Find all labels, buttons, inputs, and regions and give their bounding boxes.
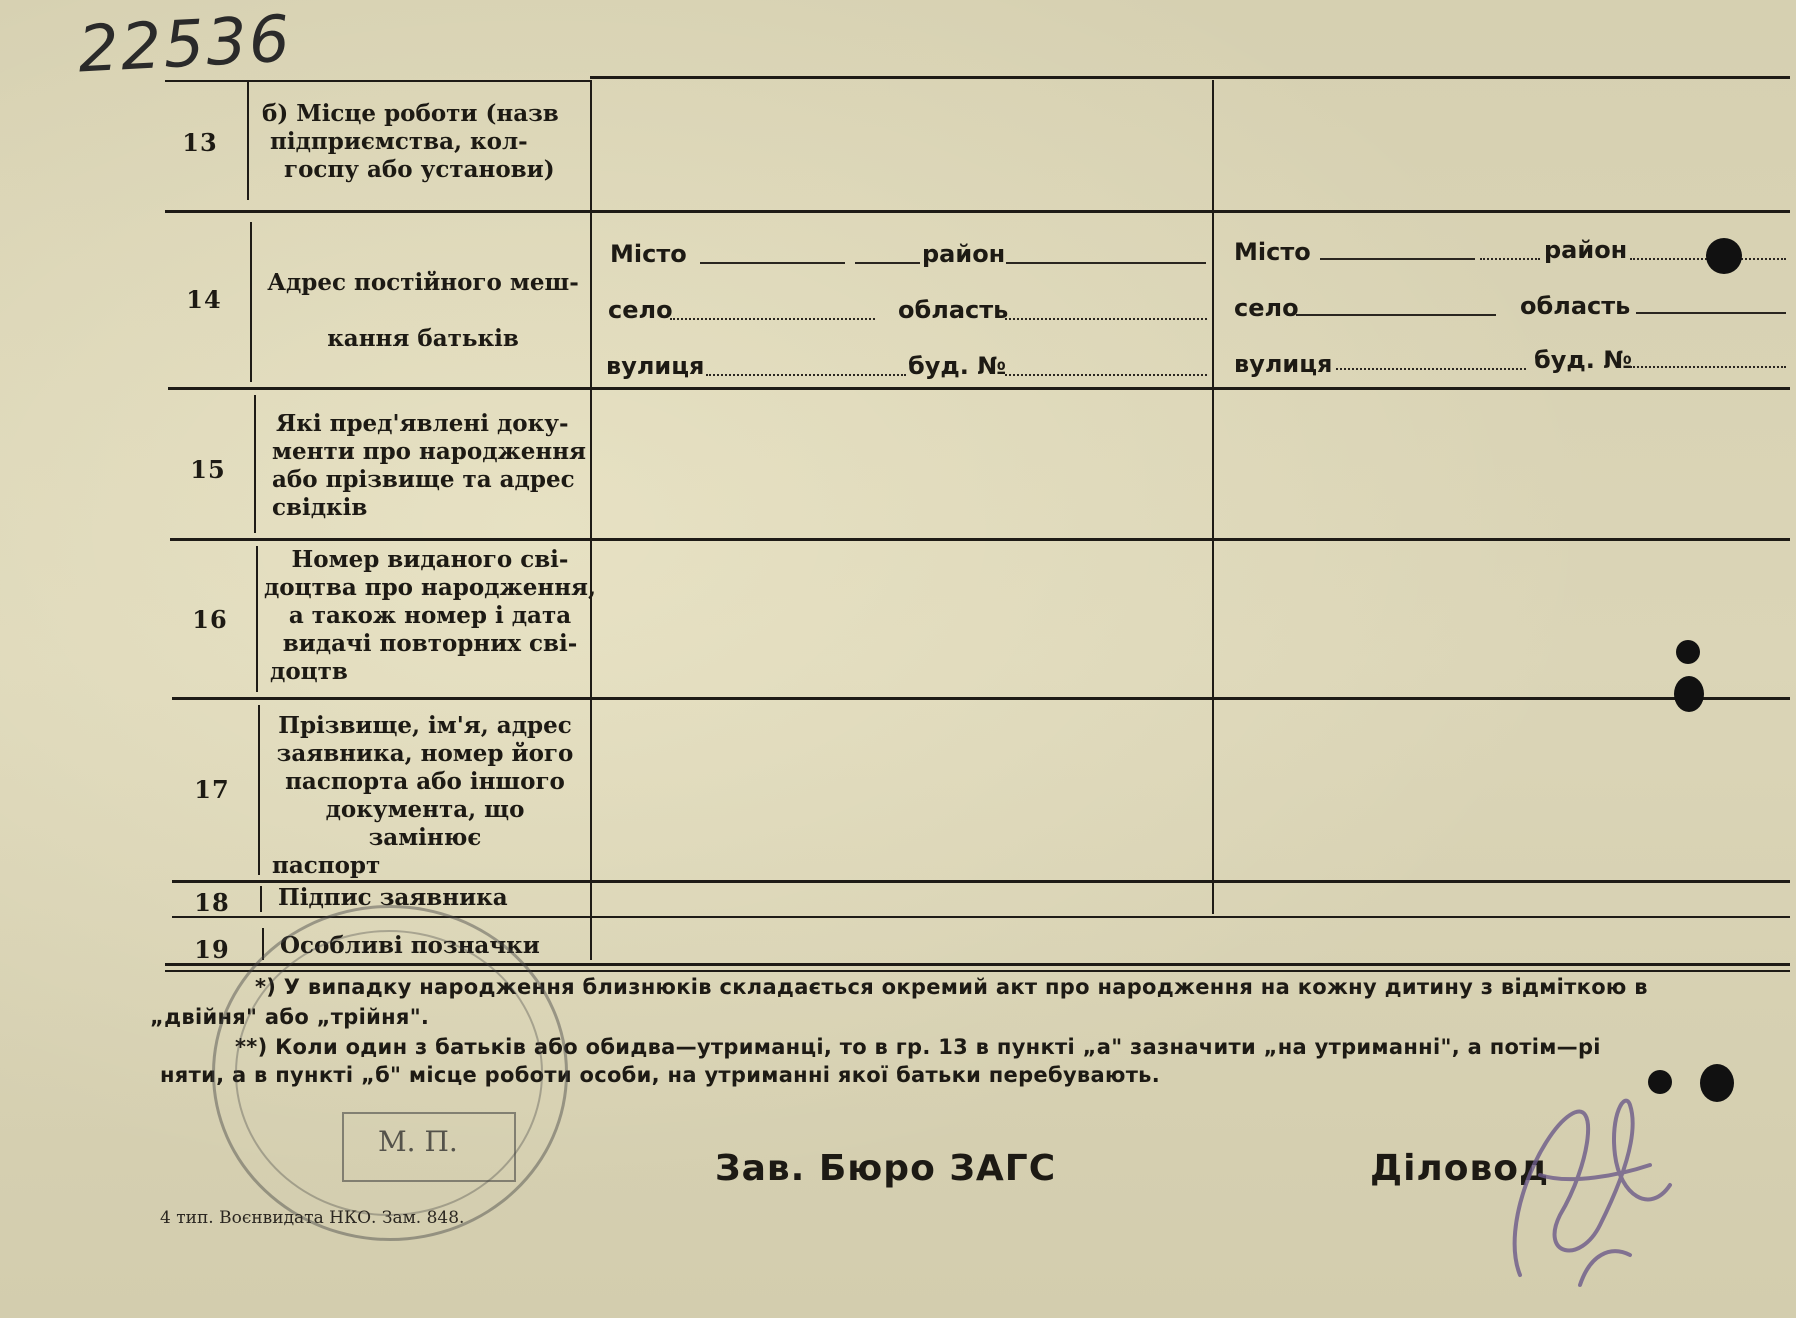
- punch-hole: [1676, 640, 1700, 664]
- punch-hole: [1700, 1064, 1734, 1102]
- row-13-label-line: б) Місце роботи (назв: [262, 100, 559, 127]
- col-divider-num-14: [250, 222, 252, 382]
- row-15-label: [272, 410, 588, 522]
- address-street-line-col1: [706, 374, 906, 376]
- address-region-line-col2: [1636, 312, 1786, 314]
- row-14-label-line: Адрес постійного меш-: [267, 269, 579, 296]
- row-18-label: Підпис заявника: [278, 884, 508, 911]
- address-village-line-col2: [1296, 314, 1496, 316]
- col-divider-num: [247, 82, 249, 200]
- row-17-label-line: паспорта або іншого: [285, 768, 565, 795]
- clerk-signature-label: Діловод: [1370, 1148, 1550, 1189]
- address-district-label-col2: район: [1544, 236, 1628, 264]
- print-info: 4 тип. Воєнвидата НКО. Зам. 848.: [160, 1208, 465, 1228]
- row-number-14: 14: [186, 285, 222, 314]
- address-city-label-col1: Місто: [610, 240, 687, 268]
- row-14-label: [258, 255, 588, 367]
- rule-13-14: [165, 210, 1790, 213]
- row-16-label-line: доцтва про народження,: [263, 574, 597, 601]
- punch-hole: [1648, 1070, 1672, 1094]
- address-city-line2-col2: [1480, 258, 1540, 260]
- rule-top: [590, 76, 1790, 79]
- footnote-1-line-1: *) У випадку народження близнюків складається окремий акт про народження на кожну дитину з відміткою в: [255, 975, 1648, 999]
- rule-15-16: [170, 538, 1790, 541]
- row-number-16: 16: [192, 605, 228, 634]
- address-building-line-col1: [1005, 374, 1207, 376]
- col-divider-label: [590, 80, 592, 960]
- footnote-2-line-2: няти, а в пункті „б" місце роботи особи, на утриманні якої батьки перебувають.: [160, 1063, 1161, 1087]
- address-region-label-col1: область: [898, 296, 1009, 324]
- footnote-1-line-2: „двійня" або „трійня".: [150, 1005, 430, 1029]
- address-city-label-col2: Місто: [1234, 238, 1311, 266]
- row-17-label-line: документа, що замінює: [325, 796, 525, 851]
- row-16-label-line: видачі повторних сві-: [282, 630, 578, 657]
- row-15-label-line: свідків: [272, 494, 368, 521]
- row-15-label-line: або прізвище та адрес: [272, 466, 575, 493]
- punch-hole: [1706, 238, 1742, 274]
- address-street-label-col1: вулиця: [606, 352, 705, 380]
- col-divider-num-15: [254, 395, 256, 533]
- row-15-label-line: Які пред'явлені доку-: [276, 410, 569, 437]
- row-17-label-line: заявника, номер його: [276, 740, 574, 767]
- rule-14-15: [168, 387, 1790, 390]
- row-19-label: Особливі позначки: [280, 932, 540, 959]
- address-building-label-col1: буд. №: [908, 352, 1007, 380]
- address-region-label-col2: область: [1520, 292, 1631, 320]
- row-number-17: 17: [194, 775, 230, 804]
- address-street-label-col2: вулиця: [1234, 350, 1333, 378]
- row-number-19: 19: [194, 935, 230, 964]
- row-15-label-line: менти про народження: [272, 438, 587, 465]
- row-number-13: 13: [182, 128, 218, 157]
- row-number-18: 18: [194, 888, 230, 917]
- rule-17-18: [172, 880, 1790, 883]
- col-divider-middle: [1212, 80, 1214, 914]
- address-district-line-col1: [1006, 262, 1206, 264]
- row-17-label-line: паспорт: [272, 852, 381, 879]
- address-village-label-col1: село: [608, 296, 673, 324]
- punch-hole: [1674, 676, 1704, 712]
- address-building-label-col2: буд. №: [1534, 346, 1633, 374]
- address-building-line-col2: [1630, 366, 1786, 368]
- address-region-line-col1: [1005, 318, 1207, 320]
- row-13-label-line: госпу або установи): [284, 156, 555, 183]
- row-14-label-line: кання батьків: [327, 325, 519, 352]
- handwritten-signature: [1480, 1075, 1700, 1305]
- row-17-label: [266, 712, 584, 880]
- rule-16-17: [172, 697, 1790, 700]
- row-13-label: [262, 100, 582, 184]
- address-street-line-col2: [1336, 368, 1526, 370]
- address-city-line-col1: [700, 262, 845, 264]
- address-city-line2-col1: [855, 262, 920, 264]
- row-16-label-line: доцтв: [270, 658, 348, 685]
- row-number-15: 15: [190, 455, 226, 484]
- row-13-label-line: підприємства, кол-: [270, 128, 528, 155]
- address-district-label-col1: район: [922, 240, 1006, 268]
- handwritten-doc-number: 22536: [76, 2, 294, 88]
- row-16-label-line: Номер виданого сві-: [291, 546, 569, 573]
- col-divider-num-17: [258, 705, 260, 875]
- row-16-label: [262, 546, 598, 686]
- stamp-mp-label: М. П.: [378, 1125, 458, 1158]
- rule-top-left: [165, 80, 590, 82]
- footnote-2-line-1: **) Коли один з батьків або обидва—утриманці, то в гр. 13 в пункті „а" зазначити „на утриманні", а потім—рі: [235, 1035, 1601, 1059]
- row-17-label-line: Прізвище, ім'я, адрес: [278, 712, 572, 739]
- col-divider-num-16: [256, 546, 258, 692]
- row-16-label-line: а також номер і дата: [288, 602, 572, 629]
- address-village-line-col1: [670, 318, 875, 320]
- address-city-line-col2: [1320, 258, 1475, 260]
- col-divider-num-18: [260, 886, 262, 912]
- head-signature-label: Зав. Бюро ЗАГС: [715, 1148, 1057, 1189]
- address-village-label-col2: село: [1234, 294, 1299, 322]
